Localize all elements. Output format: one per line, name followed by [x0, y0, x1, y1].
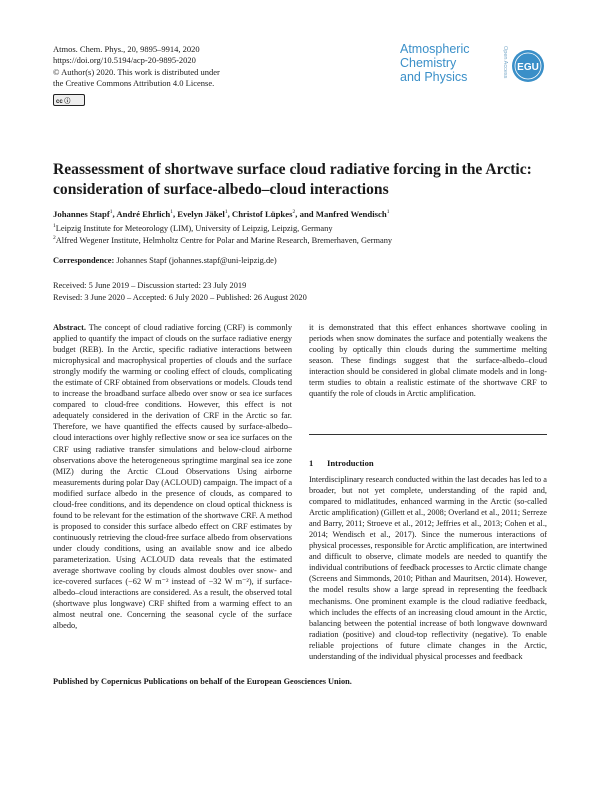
section-title: Introduction	[327, 458, 374, 468]
citation: Atmos. Chem. Phys., 20, 9895–9914, 2020	[53, 44, 200, 54]
doi-link[interactable]: https://doi.org/10.5194/acp-20-9895-2020	[53, 55, 196, 66]
cc-license-icon[interactable]	[53, 94, 85, 106]
affiliation-text: Leipzig Institute for Meteorology (LIM), University of Leipzig, Leipzig, Germany	[55, 223, 333, 233]
revised-date-line: Revised: 3 June 2020 – Accepted: 6 July 2020 – Published: 26 August 2020	[53, 293, 307, 302]
affiliation-marker: 1	[224, 209, 228, 216]
journal-name-line3: and Physics	[400, 70, 468, 84]
section-number: 1	[309, 458, 314, 468]
correspondence-label: Correspondence:	[53, 256, 115, 265]
author-name: Manfred Wendisch	[315, 209, 387, 219]
copyright-notice: © Author(s) 2020. This work is distributed under	[53, 66, 220, 77]
egu-logo-text: EGU	[517, 62, 539, 73]
open-access-label: Open Access	[502, 46, 508, 79]
license-notice: the Creative Commons Attribution 4.0 License.	[53, 78, 215, 89]
author-name: Evelyn Jäkel	[177, 209, 225, 219]
affiliation-1	[53, 223, 333, 233]
correspondence-email[interactable]: Johannes Stapf (johannes.stapf@uni-leipzig.de)	[114, 256, 277, 265]
egu-logo-icon	[510, 48, 546, 84]
affiliation-marker: 1	[386, 209, 390, 216]
author-name: André Ehrlich	[116, 209, 171, 219]
abstract-continuation: it is demonstrated that this effect enhances shortwave cooling in periods when snow dominates the surface and potentially weakens the cooling by optically thin clouds during the summertime melting season. These findings suggest that the surface-albedo–cloud interaction should be considered in global climate models and in long-term studies to obtain a realistic estimate of the shortwave CRF to quantify the role of clouds in Arctic amplification.	[309, 323, 547, 399]
received-date-line: Received: 5 June 2019 – Discussion started: 23 July 2019	[53, 281, 247, 290]
author-name: Johannes Stapf	[53, 209, 110, 219]
correspondence	[53, 256, 277, 265]
affiliation-marker: 2	[292, 209, 296, 216]
affiliation-marker: 1	[170, 209, 173, 216]
journal-name-line1: Atmospheric	[400, 42, 470, 56]
affiliation-text: Alfred Wegener Institute, Helmholtz Centre for Polar and Marine Research, Bremerhaven, Germany	[55, 235, 393, 245]
affiliation-number: 1	[53, 223, 56, 229]
introduction-text: Interdisciplinary research conducted within the last decades has led to a broader, but not yet complete, understanding of the rapid and, compared to midlatitudes, enhanced warming in the Arctic (so-called Arctic amplification) (Gillett et al., 2008; Overland et al., 2011; Serreze and Barry, 2011; Stroeve et al., 2012; Jeffries et al., 2013; Cohen et al., 2014; Wendisch et al., 2017). Since the numerous interactions of physical processes, responsible for Arctic amplification, are intertwined and difficult to observe, climate models are needed to quantify the individual contributions of feedback processes to Arctic climate change (Screens and Simmonds, 2010; Pithan and Mauritsen, 2014). However, the model results show a large spread in representing the feedback mechanisms. One prominent example is the cloud radiative feedback, which includes the effects of an increasing cloud amount in the Arctic, balancing between the potential increase of both longwave downward radiation (positive) and cloud-top reflectivity (negative). To enable reliable projections of future climate changes in the Arctic, understanding of the individual physical processes and feedback	[309, 475, 547, 661]
article-metadata	[53, 44, 220, 90]
section-heading	[309, 458, 374, 468]
section-divider	[309, 434, 547, 435]
journal-name-line2: Chemistry	[400, 56, 457, 70]
journal-name	[400, 42, 469, 84]
affiliation-number: 2	[53, 235, 56, 241]
abstract-text: The concept of cloud radiative forcing (CRF) is commonly applied to quantify the impact of clouds on the surface radiative energy budget (REB). In the Arctic, specific radiative interactions between microphysical and macrophysical properties of clouds and the surface strongly modify the warming or cooling effect of clouds, complicating the estimate of CRF obtained from observations or models. Clouds tend to increase the broadband surface albedo over snow or sea ice surfaces compared to cloud-free conditions. However, this effect is not adequately considered in the derivation of CRF in the Arctic so far. Therefore, we have quantified the effects caused by surface-albedo–cloud interactions over highly reflective snow or sea ice surfaces on the CRF using radiative transfer simulations and below-cloud airborne observations above the heterogeneous springtime marginal sea ice zone (MIZ) during the Arctic CLoud Observations Using airborne measurements during polar Day (ACLOUD) campaign. The impact of a modified surface albedo in the presence of clouds, as compared to cloud-free conditions, and its dependence on cloud optical thickness is found to be relevant for the estimation of the shortwave CRF. A method is proposed to consider this surface albedo effect on CRF estimates by continuously retrieving the cloud-free surface albedo from observations under cloudy conditions, using an available snow and ice albedo parameterization. Using ACLOUD data reveals that the estimated average shortwave cooling by clouds almost doubles over snow- and ice-covered surfaces (−62 W m⁻² instead of −32 W m⁻²), if surface-albedo–cloud interactions are considered. As a result, the observed total (shortwave plus longwave) CRF shifted from a warming effect to an almost neutral one. Concerning the seasonal cycle of the surface albedo,	[53, 323, 293, 631]
abstract-label: Abstract.	[53, 323, 86, 332]
author-name: Christof Lüpkes	[231, 209, 293, 219]
author-list: Johannes Stapf$^1$, André Ehrlich$^1$, Evelyn Jäkel$^1$, Christof Lüpkes$^2$, and Manfred Wendisch$^1$	[53, 209, 390, 219]
abstract	[53, 322, 292, 631]
cc-badge-text: cc ⓘ	[56, 98, 71, 105]
affiliation-2	[53, 235, 392, 245]
publisher-footer: Published by Copernicus Publications on behalf of the European Geosciences Union.	[53, 677, 352, 686]
affiliation-marker: 1	[109, 209, 113, 216]
paper-title: Reassessment of shortwave surface cloud radiative forcing in the Arctic: consideration of surface-albedo–cloud interactions	[53, 161, 532, 198]
publication-dates	[53, 280, 307, 304]
